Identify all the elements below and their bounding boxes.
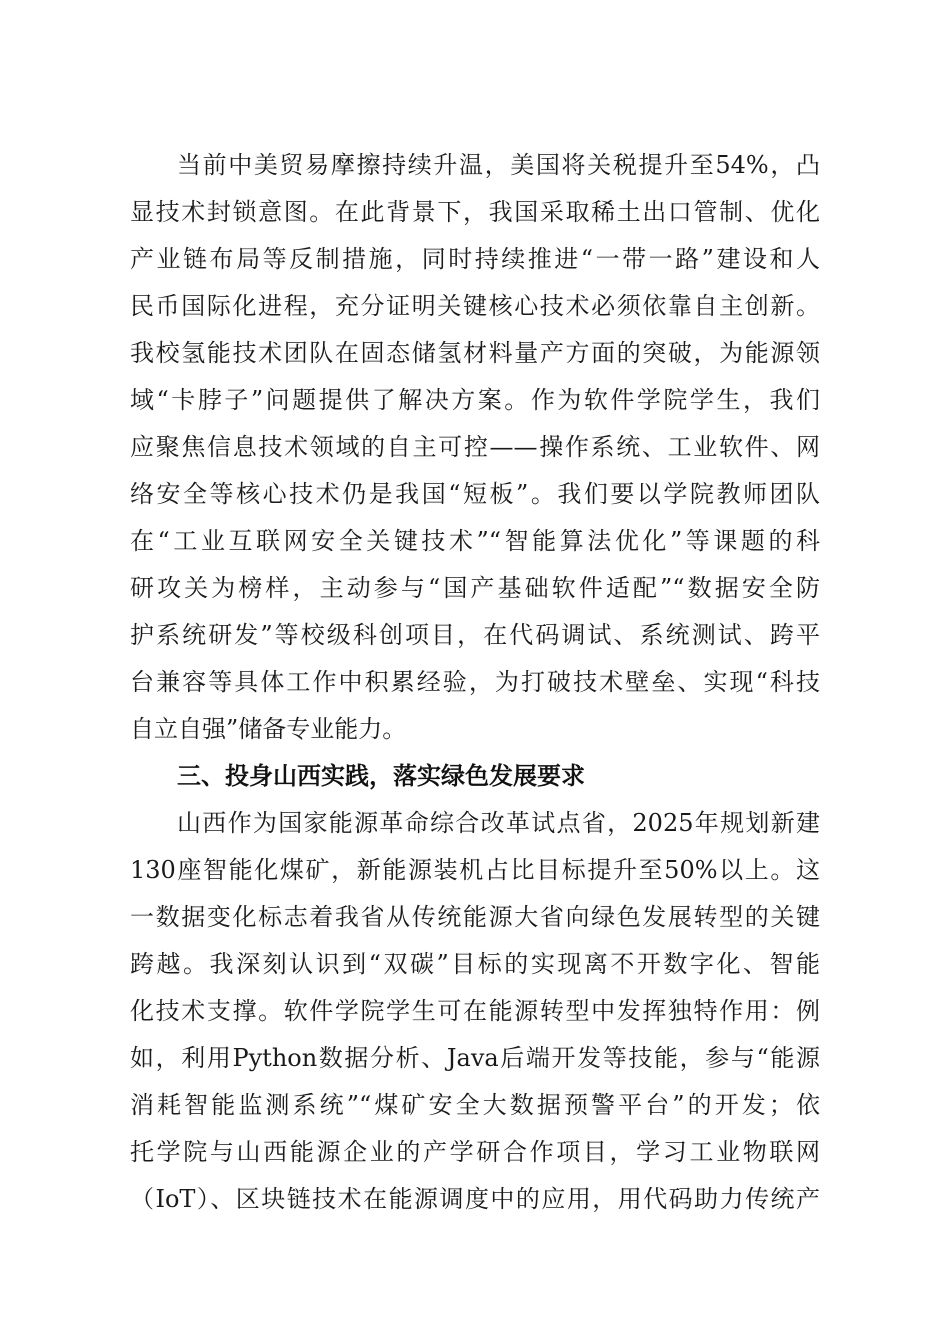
- paragraph-line: 应聚焦信息技术领域的自主可控——操作系统、工业软件、网: [130, 433, 820, 461]
- paragraph-line: 域“卡脖子”问题提供了解决方案。作为软件学院学生，我们: [130, 386, 820, 414]
- paragraph-line: 产业链布局等反制措施，同时持续推进“一带一路”建设和人: [130, 245, 820, 273]
- paragraph-line: 我校氢能技术团队在固态储氢材料量产方面的突破，为能源领: [130, 339, 820, 367]
- paragraph-line: 托学院与山西能源企业的产学研合作项目，学习工业物联网: [130, 1138, 820, 1166]
- paragraph-line: 化技术支撑。软件学院学生可在能源转型中发挥独特作用：例: [130, 997, 820, 1025]
- paragraph-line: 消耗智能监测系统”“煤矿安全大数据预警平台”的开发；依: [130, 1091, 820, 1119]
- paragraph-line: 台兼容等具体工作中积累经验，为打破技术壁垒、实现“科技: [130, 668, 820, 696]
- paragraph-line: 在“工业互联网安全关键技术”“智能算法优化”等课题的科: [130, 527, 820, 555]
- section-heading: 三、投身山西实践，落实绿色发展要求: [177, 762, 585, 790]
- paragraph-line: 跨越。我深刻认识到“双碳”目标的实现离不开数字化、智能: [130, 950, 820, 978]
- paragraph-line: 山西作为国家能源革命综合改革试点省，2025年规划新建: [177, 809, 820, 837]
- paragraph-line: （IoT）、区块链技术在能源调度中的应用，用代码助力传统产: [130, 1185, 820, 1213]
- paragraph-line: 如，利用Python数据分析、Java后端开发等技能，参与“能源: [130, 1044, 820, 1072]
- paragraph-line: 显技术封锁意图。在此背景下，我国采取稀土出口管制、优化: [130, 198, 820, 226]
- paragraph-line: 研攻关为榜样，主动参与“国产基础软件适配”“数据安全防: [130, 574, 820, 602]
- paragraph-line: 民币国际化进程，充分证明关键核心技术必须依靠自主创新。: [130, 292, 820, 320]
- paragraph-line: 护系统研发”等校级科创项目，在代码调试、系统测试、跨平: [130, 621, 820, 649]
- paragraph-line: 一数据变化标志着我省从传统能源大省向绿色发展转型的关键: [130, 903, 820, 931]
- paragraph-line: 自立自强”储备专业能力。: [130, 715, 407, 743]
- paragraph-line: 当前中美贸易摩擦持续升温，美国将关税提升至54%，凸: [177, 151, 820, 179]
- paragraph-line: 络安全等核心技术仍是我国“短板”。我们要以学院教师团队: [130, 480, 820, 508]
- paragraph-line: 130座智能化煤矿，新能源装机占比目标提升至50%以上。这: [130, 856, 820, 884]
